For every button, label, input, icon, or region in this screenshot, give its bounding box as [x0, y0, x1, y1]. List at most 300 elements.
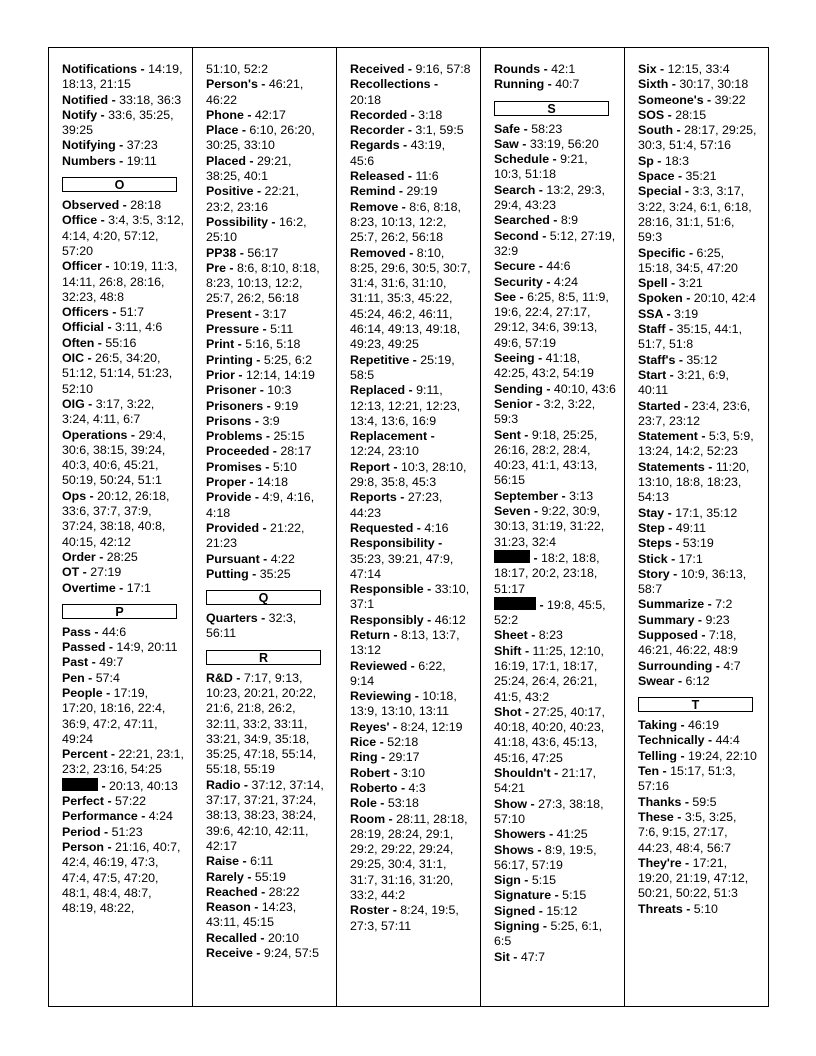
entry-separator: - — [697, 429, 709, 444]
entry-refs: 3:17 — [262, 306, 287, 321]
entry-term: Reviewed — [350, 658, 408, 673]
entry-term: Received — [350, 62, 405, 76]
entry-separator: - — [653, 153, 665, 168]
entry-term: Technically — [638, 733, 705, 748]
index-entry — [62, 747, 184, 778]
entry-refs: 5:10 — [272, 459, 297, 474]
entry-term: Repetitive — [350, 352, 410, 367]
entry-refs: 44:6 — [546, 259, 571, 274]
entry-term: Problems — [206, 429, 263, 444]
index-entry — [350, 429, 472, 460]
entry-term: Reports — [350, 490, 397, 505]
entry-separator: - — [243, 107, 255, 122]
entry-term: Safe — [494, 121, 521, 136]
entry-refs: 17:19, 17:20, 18:16, 22:4, 36:9, 47:2, 47:11, 49:24 — [62, 685, 166, 746]
entry-separator: - — [530, 504, 542, 519]
index-entry — [494, 428, 616, 489]
entry-separator: - — [673, 123, 685, 138]
index-entry — [206, 885, 328, 900]
entry-term: Placed — [206, 153, 246, 168]
index-entry — [494, 888, 616, 903]
entry-separator: - — [389, 903, 401, 918]
entry-refs: 9:11, 12:13, 12:21, 12:23, 13:4, 13:6, 16:9 — [350, 383, 461, 428]
entry-term: Statement — [638, 429, 698, 444]
entry-refs: 35:12 — [686, 352, 718, 367]
index-entry — [494, 550, 616, 597]
entry-separator: - — [405, 245, 417, 260]
index-entry — [62, 671, 184, 686]
index-entry — [638, 613, 760, 628]
entry-refs: 18:3 — [664, 153, 689, 168]
entry-refs: 9:19 — [274, 398, 299, 413]
entry-separator: - — [665, 322, 677, 337]
entry-refs: 3:5, 3:25, 7:6, 9:15, 27:17, 44:23, 48:4, 56:7 — [638, 809, 737, 855]
entry-term: R&D — [206, 670, 233, 685]
index-entry — [62, 825, 184, 840]
entry-term: Reyes' — [350, 719, 390, 734]
entry-term: Spell — [638, 276, 668, 291]
entry-term: Observed — [62, 198, 120, 213]
entry-refs: 10:3 — [267, 383, 292, 398]
index-entry — [350, 169, 472, 184]
index-entry — [62, 351, 184, 397]
entry-separator: - — [509, 949, 521, 964]
index-entry — [350, 123, 472, 138]
entry-term: Officer — [62, 259, 102, 274]
entry-refs: 7:2 — [715, 597, 733, 612]
index-entry — [62, 154, 184, 169]
entry-term: Receive — [206, 946, 253, 961]
entry-refs: 3:17, 3:22, 3:24, 4:11, 6:7 — [62, 396, 155, 427]
entry-separator: - — [243, 869, 255, 884]
index-entry — [494, 766, 616, 797]
entry-refs: 23:4, 23:6, 23:7, 23:12 — [638, 398, 751, 428]
index-entry — [494, 397, 616, 428]
index-entry — [494, 628, 616, 643]
index-entry — [62, 213, 184, 259]
entry-refs: 44:6 — [101, 624, 127, 639]
entry-separator: - — [84, 351, 96, 366]
entry-separator: - — [673, 809, 685, 824]
entry-refs: 20:18 — [350, 92, 382, 107]
index-entry — [62, 62, 184, 93]
entry-separator: - — [376, 735, 388, 750]
redaction-box — [494, 597, 536, 610]
entry-term: Sheet — [494, 628, 528, 643]
entry-term: Special — [638, 184, 682, 199]
entry-refs: 5:12, 27:19, 32:9 — [494, 228, 616, 258]
index-entry — [350, 353, 472, 384]
entry-separator: - — [411, 689, 423, 704]
entry-term: Story — [638, 566, 670, 581]
entry-term: Officers — [62, 305, 109, 320]
entry-separator: - — [682, 291, 694, 306]
letter-heading-q: Q — [206, 590, 321, 605]
entry-term: Show — [494, 796, 528, 811]
entry-separator: - — [694, 612, 706, 627]
entry-separator: - — [84, 396, 96, 411]
entry-separator: - — [664, 520, 676, 535]
entry-term: Provided — [206, 520, 260, 535]
entry-separator: - — [389, 459, 401, 474]
index-entry — [638, 368, 760, 399]
entry-refs: 57:22 — [115, 794, 147, 809]
entry-refs: 10:18, 13:9, 13:10, 13:11 — [350, 689, 457, 719]
entry-term: SOS — [638, 107, 665, 122]
entry-separator: - — [520, 121, 532, 136]
entry-separator: - — [697, 627, 709, 642]
entry-refs: 20:10, 42:4 — [693, 291, 756, 306]
entry-refs: 11:20, 13:10, 18:8, 18:23, 54:13 — [638, 459, 750, 505]
index-entry — [494, 259, 616, 274]
entry-refs: 3:13 — [569, 488, 594, 503]
entry-refs: 40:7 — [555, 77, 580, 92]
entry-refs: 5:25, 6:2 — [263, 352, 313, 367]
entry-refs: 42:1 — [551, 62, 576, 76]
entry-separator: - — [107, 747, 119, 762]
index-entry — [206, 108, 328, 123]
entry-separator: - — [257, 77, 269, 92]
index-entry — [62, 489, 184, 550]
entry-separator: - — [256, 930, 268, 945]
index-entry — [494, 77, 616, 92]
entry-separator: - — [430, 77, 439, 92]
entry-separator: - — [703, 92, 715, 107]
entry-refs: 6:22, 9:14 — [350, 658, 446, 688]
entry-separator: - — [423, 612, 435, 627]
index-entry — [206, 460, 328, 475]
entry-separator: - — [257, 884, 269, 899]
index-entry — [62, 655, 184, 670]
entry-separator: - — [102, 685, 114, 700]
entry-term: Rice — [350, 735, 377, 750]
entry-separator: - — [535, 903, 547, 918]
entry-term: Swear — [638, 673, 675, 688]
index-entry — [638, 429, 760, 460]
index-entry — [638, 567, 760, 598]
entry-refs: 3:18 — [418, 107, 443, 122]
entry-refs: 21:17, 54:21 — [494, 766, 597, 796]
entry-term: Supposed — [638, 627, 698, 642]
index-entry — [494, 183, 616, 214]
entry-refs: 6:10, 26:20, 30:25, 33:10 — [206, 123, 315, 153]
entry-separator: - — [549, 213, 561, 228]
entry-separator: - — [389, 765, 401, 780]
entry-refs: 47:7 — [520, 949, 545, 964]
entry-separator: - — [404, 123, 416, 138]
entry-separator: - — [259, 551, 271, 566]
entry-refs: 17:21, 19:20, 21:19, 47:12, 50:21, 50:22, 51:3 — [638, 855, 749, 901]
redaction-box — [494, 550, 530, 563]
entry-refs: 20:10 — [267, 930, 299, 945]
entry-term: Often — [62, 335, 95, 350]
entry-separator: - — [261, 459, 273, 474]
entry-term: Notifications — [62, 62, 138, 76]
entry-separator: - — [245, 153, 257, 168]
entry-term: Ten — [638, 764, 660, 779]
entry-separator: - — [682, 901, 694, 916]
entry-term: Specific — [638, 245, 686, 260]
entry-refs: 4:24 — [148, 809, 173, 824]
entry-separator: - — [101, 259, 113, 274]
entry-separator: - — [704, 459, 716, 474]
entry-refs: 33:19, 56:20 — [529, 136, 599, 151]
index-entry — [350, 490, 472, 521]
entry-term: Senior — [494, 396, 533, 411]
entry-separator: - — [544, 77, 556, 92]
entry-refs: 9:24, 57:5 — [263, 946, 319, 961]
index-entry — [62, 259, 184, 305]
entry-term: Ops — [62, 488, 87, 503]
entry-term: Order — [62, 549, 96, 564]
entry-refs: 11:6 — [415, 169, 439, 184]
entry-refs: 10:3, 28:10, 29:8, 35:8, 45:3 — [350, 459, 467, 490]
entry-separator: - — [527, 796, 539, 811]
index-entry — [206, 123, 328, 154]
entry-separator: - — [250, 900, 262, 915]
entry-separator: - — [407, 658, 419, 673]
entry-separator: - — [405, 383, 417, 398]
entry-refs: 56:17 — [247, 245, 279, 260]
entry-refs: 29:19 — [406, 184, 438, 199]
entry-term: Shift — [494, 643, 522, 658]
entry-term: Official — [62, 320, 104, 335]
entry-term: People — [62, 685, 103, 700]
entry-term: Notifying — [62, 138, 116, 153]
entry-term: Step — [638, 520, 665, 535]
index-entry — [350, 689, 472, 720]
entry-refs: 35:15, 44:1, 51:7, 51:8 — [638, 322, 743, 352]
entry-term: Person — [62, 839, 105, 854]
entry-refs: 27:23, 44:23 — [350, 490, 443, 520]
entry-term: Notify — [62, 107, 98, 122]
entry-refs: 29:4, 30:6, 38:15, 39:24, 40:3, 40:6, 45:21, 50:19, 50:24, 51:1 — [62, 427, 166, 488]
entry-refs: 21:16, 40:7, 42:4, 46:19, 47:3, 47:4, 47:5, 47:20, 48:1, 48:4, 48:7, 48:19, 48:22, — [62, 839, 181, 916]
index-entry — [638, 597, 760, 612]
entry-separator: - — [84, 670, 96, 685]
entry-refs: 8:13, 13:7, 13:12 — [350, 627, 460, 658]
entry-refs: 3:21, 6:9, 40:11 — [638, 367, 729, 398]
index-entry — [494, 950, 616, 965]
entry-separator: - — [664, 107, 676, 122]
entry-refs: 9:16, 57:8 — [415, 62, 471, 76]
entry-refs: 40:10, 43:6 — [553, 381, 616, 396]
entry-term: Putting — [206, 566, 249, 581]
entry-separator: - — [681, 855, 693, 870]
index-entry — [494, 213, 616, 228]
entry-refs: 55:16 — [105, 335, 137, 350]
entry-term: OIG — [62, 396, 85, 411]
entry-term: Saw — [494, 136, 519, 151]
entry-term: Six — [638, 62, 657, 76]
index-entry — [494, 351, 616, 382]
entry-separator: - — [86, 488, 98, 503]
entry-refs: 14:9, 20:11 — [116, 640, 178, 655]
entry-separator: - — [108, 92, 120, 107]
entry-refs: 15:17, 51:3, 57:16 — [638, 764, 736, 794]
entry-refs: 5:25, 6:1, 6:5 — [494, 919, 603, 949]
entry-separator: - — [680, 398, 692, 413]
index-entry — [206, 946, 328, 961]
entry-separator: - — [259, 322, 271, 337]
index-entry — [494, 504, 616, 550]
entry-separator: - — [540, 62, 552, 76]
entry-refs: 28:11, 28:18, 28:19, 28:24, 29:1, 29:2, 29:22, 29:24, 29:25, 30:4, 31:1, 31:7, 31:16, 31:20, 33:2, 44:2 — [350, 811, 468, 903]
entry-term: Promises — [206, 459, 262, 474]
index-entry — [494, 827, 616, 842]
index-entry — [350, 62, 472, 77]
entry-separator: - — [550, 766, 562, 781]
entry-separator: - — [659, 764, 671, 779]
entry-separator: - — [239, 854, 251, 869]
index-entry — [206, 383, 328, 398]
entry-separator: - — [520, 873, 532, 888]
entry-separator: - — [115, 138, 127, 153]
index-entry — [494, 229, 616, 260]
entry-term: Signed — [494, 903, 536, 918]
entry-separator: - — [88, 655, 100, 670]
index-entry — [206, 261, 328, 307]
entry-term: Period — [62, 824, 101, 839]
entry-term: Released — [350, 169, 405, 184]
entry-term: These — [638, 809, 674, 824]
entry-refs: 8:10, 8:25, 29:6, 30:5, 30:7, 31:4, 31:6, 31:10, 31:11, 35:3, 45:22, 45:24, 46:2, 46:11, 46:14, 49:13, 49:18, 49:23, 49:25 — [350, 245, 471, 352]
index-entry — [62, 428, 184, 489]
entry-separator: - — [389, 719, 401, 734]
entry-separator: - — [674, 169, 686, 184]
index-entry — [350, 659, 472, 690]
index-entry — [350, 460, 472, 491]
entry-refs: 22:21, 23:1, 23:2, 23:16, 54:25 — [62, 747, 184, 777]
index-entry — [206, 778, 328, 854]
entry-refs: 4:7 — [723, 658, 741, 673]
entry-refs: 41:25 — [556, 827, 588, 842]
entry-separator: - — [252, 946, 264, 961]
entry-refs: 17:1, 35:12 — [675, 505, 738, 520]
index-entry — [494, 382, 616, 397]
index-entry — [638, 810, 760, 856]
entry-term: Proper — [206, 475, 246, 490]
entry-term: Pressure — [206, 322, 260, 337]
entry-refs: 42:17 — [254, 107, 286, 122]
entry-separator: - — [256, 383, 268, 398]
entry-separator: - — [385, 811, 397, 826]
entry-term: Remove — [350, 199, 399, 214]
entry-refs: 27:3, 38:18, 57:10 — [494, 796, 604, 826]
entry-separator: - — [664, 505, 676, 520]
entry-term: Person's — [206, 77, 258, 92]
entry-refs: 53:18 — [387, 796, 419, 811]
entry-separator: - — [404, 169, 416, 184]
index-entry — [350, 582, 472, 613]
entry-separator: - — [675, 352, 687, 367]
index-entry — [206, 671, 328, 778]
entry-separator: - — [520, 427, 532, 442]
entry-refs: 32:3, 56:11 — [206, 611, 297, 641]
index-entry — [206, 307, 328, 322]
entry-separator: - — [409, 352, 421, 367]
entry-term: Prisoner — [206, 383, 257, 398]
entry-separator: - — [532, 396, 544, 411]
entry-term: Print — [206, 337, 235, 352]
entry-refs: 19:11 — [126, 153, 157, 168]
entry-refs: 3:1, 59:5 — [415, 123, 464, 138]
index-entry — [206, 154, 328, 185]
entry-separator: - — [252, 352, 264, 367]
entry-term: Second — [494, 228, 539, 243]
entry-refs: 59:5 — [692, 794, 717, 809]
entry-separator: - — [545, 827, 557, 842]
index-entry — [206, 215, 328, 246]
index-entry — [638, 764, 760, 795]
index-entry — [206, 870, 328, 885]
index-entry — [206, 62, 328, 77]
entry-term: Shows — [494, 842, 534, 857]
entry-refs: 5:11 — [270, 322, 294, 337]
index-entry — [494, 489, 616, 504]
index-entry — [206, 337, 328, 352]
entry-refs: 4:24 — [553, 274, 579, 289]
entry-term: See — [494, 289, 517, 304]
entry-refs: 6:11 — [250, 854, 274, 869]
entry-refs: 14:23, 43:11, 45:15 — [206, 900, 297, 930]
index-entry — [638, 718, 760, 733]
entry-term: Statements — [638, 459, 705, 474]
index-entry — [638, 276, 760, 291]
letter-heading-r: R — [206, 650, 321, 665]
entry-separator: - — [248, 566, 260, 581]
entry-separator: - — [558, 488, 570, 503]
entry-refs: 7:17, 9:13, 10:23, 20:21, 20:22, 21:6, 21:8, 26:2, 32:11, 33:2, 33:11, 33:21, 34:9, 35:18, 35:25, 47:18, 55:14, 55:18, 55:19 — [206, 670, 317, 777]
index-entry — [638, 353, 760, 368]
index-entry — [62, 640, 184, 655]
entry-term: Notified — [62, 92, 109, 107]
entry-separator: - — [666, 367, 678, 382]
entry-term: Operations — [62, 427, 128, 442]
entry-term: Passed — [62, 640, 106, 655]
entry-separator: - — [434, 536, 443, 551]
entry-separator: - — [253, 184, 265, 199]
entry-refs: 12:24, 23:10 — [350, 444, 419, 459]
entry-refs: 4:3 — [408, 780, 426, 795]
entry-term: Raise — [206, 854, 240, 869]
entry-term: Quarters — [206, 611, 258, 626]
entry-refs: 8:9 — [560, 213, 579, 228]
entry-term: South — [638, 123, 674, 138]
entry-separator: - — [407, 107, 419, 122]
index-entry — [206, 77, 328, 108]
letter-heading-t: T — [638, 697, 753, 712]
entry-refs: 3:9 — [262, 413, 280, 428]
entry-term: Roberto — [350, 780, 398, 795]
index-entry — [206, 399, 328, 414]
entry-refs: 46:12 — [434, 612, 466, 627]
entry-term: Place — [206, 123, 239, 138]
entry-separator: - — [94, 335, 106, 350]
entry-term: Past — [62, 655, 89, 670]
entry-term: Remind — [350, 184, 396, 199]
entry-separator: - — [234, 337, 246, 352]
entry-refs: 12:15, 33:4 — [667, 62, 730, 76]
entry-separator: - — [534, 351, 546, 366]
entry-separator: - — [269, 444, 281, 459]
index-entry — [638, 184, 760, 245]
entry-refs: 8:6, 8:18, 8:23, 10:13, 12:2, 25:7, 26:2, 56:18 — [350, 199, 461, 245]
index-entry — [350, 735, 472, 750]
entry-separator: - — [79, 565, 91, 580]
entry-term: Room — [350, 811, 386, 826]
entry-term: Sp — [638, 153, 654, 168]
